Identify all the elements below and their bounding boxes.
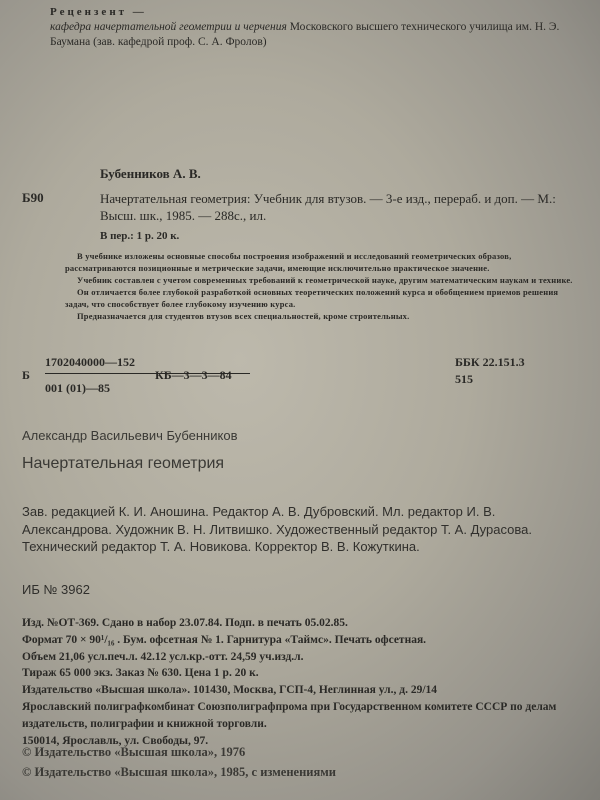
imprint-line: Формат 70 × 90¹/₁₆ . Бум. офсетная № 1. Гарнитура «Таймс». Печать офсетная. (22, 633, 427, 646)
udc-code: 515 (455, 372, 473, 386)
reviewer-text (50, 20, 580, 50)
b-letter: Б (22, 368, 30, 382)
copyright-line: © Издательство «Высшая школа», 1985, с изменениями (22, 765, 336, 779)
imprint-line: Издательство «Высшая школа». 101430, Москва, ГСП-4, Неглинная ул., д. 29/14 (22, 684, 438, 697)
catalog-price: В пер.: 1 р. 20 к. (100, 230, 180, 242)
ib-number: ИБ № 3962 (22, 582, 90, 597)
imprint-line: Тираж 65 000 экз. Заказ № 630. Цена 1 р. 20 к. (22, 667, 259, 680)
reviewer-department: кафедра начертательной геометрии и черчения (50, 21, 287, 33)
copyright (22, 742, 336, 782)
abstract (65, 250, 580, 322)
index-top: 1702040000—152 (45, 355, 135, 369)
copyright-line: © Издательство «Высшая школа», 1976 (22, 745, 246, 759)
imprint-line: Изд. №ОТ-369. Сдано в набор 23.07.84. Подп. в печать 05.02.85. (22, 617, 348, 629)
abstract-paragraph: В учебнике изложены основные способы построения изображений и исследований геометрических образов, рассматриваются позиционные и метрические задачи, имеющие исключительно практическое значение. (65, 251, 512, 273)
author-full-name: Александр Васильевич Бубенников (22, 428, 238, 443)
imprint-line: Объем 21,06 усл.печ.л. 42.12 усл.кр.-отт. 24,59 уч.изд.л. (22, 650, 304, 663)
kb-code: КБ—3—3—84 (155, 368, 232, 382)
abstract-paragraph: Предназначается для студентов втузов всех специальностей, кроме строительных. (77, 311, 410, 321)
reviewer-institution: Московского высшего технического училища им. Н. Э. Баумана (зав. кафедрой проф. С. А. Фролов) (50, 21, 560, 48)
imprint-line: Ярославский полиграфкомбинат Союзполиграфпрома при Государственном комитете СССР по делам издательств, полиграфии и книжной торговли. (22, 700, 557, 730)
catalog-title: Начертательная геометрия: Учебник для втузов. — 3-е изд., перераб. и доп. — М.: Высш. шк., 1985. — 288с., ил. (100, 191, 556, 223)
bbk-code: ББК 22.151.3 (455, 355, 525, 369)
index-bottom: 001 (01)—85 (45, 381, 110, 395)
reviewer-label: Рецензент — (50, 6, 147, 18)
book-title: Начертательная геометрия (22, 455, 225, 472)
catalog-code: Б90 (22, 190, 44, 205)
abstract-paragraph: Он отличается более глубокой разработкой основных теоретических положений курса и обобщением приемов решения задач, что способствует более глубокому изучению курса. (65, 287, 559, 309)
catalog-author: Бубенников А. В. (100, 166, 201, 181)
editorial-staff: Зав. редакцией К. И. Аношина. Редактор А. В. Дубровский. Мл. редактор И. В. Александрова. Художник В. Н. Литвишко. Художественный редактор Т. А. Дурасова. Технический редактор Т. А. Новикова. Корректор В. В. Кожуткина. (22, 504, 532, 554)
abstract-paragraph: Учебник составлен с учетом современных требований к геометрической науке, другим математическим наукам и технике. (77, 275, 573, 285)
imprint (22, 615, 582, 749)
imprint-line: 150014, Ярославль, ул. Свободы, 97. (22, 734, 209, 747)
